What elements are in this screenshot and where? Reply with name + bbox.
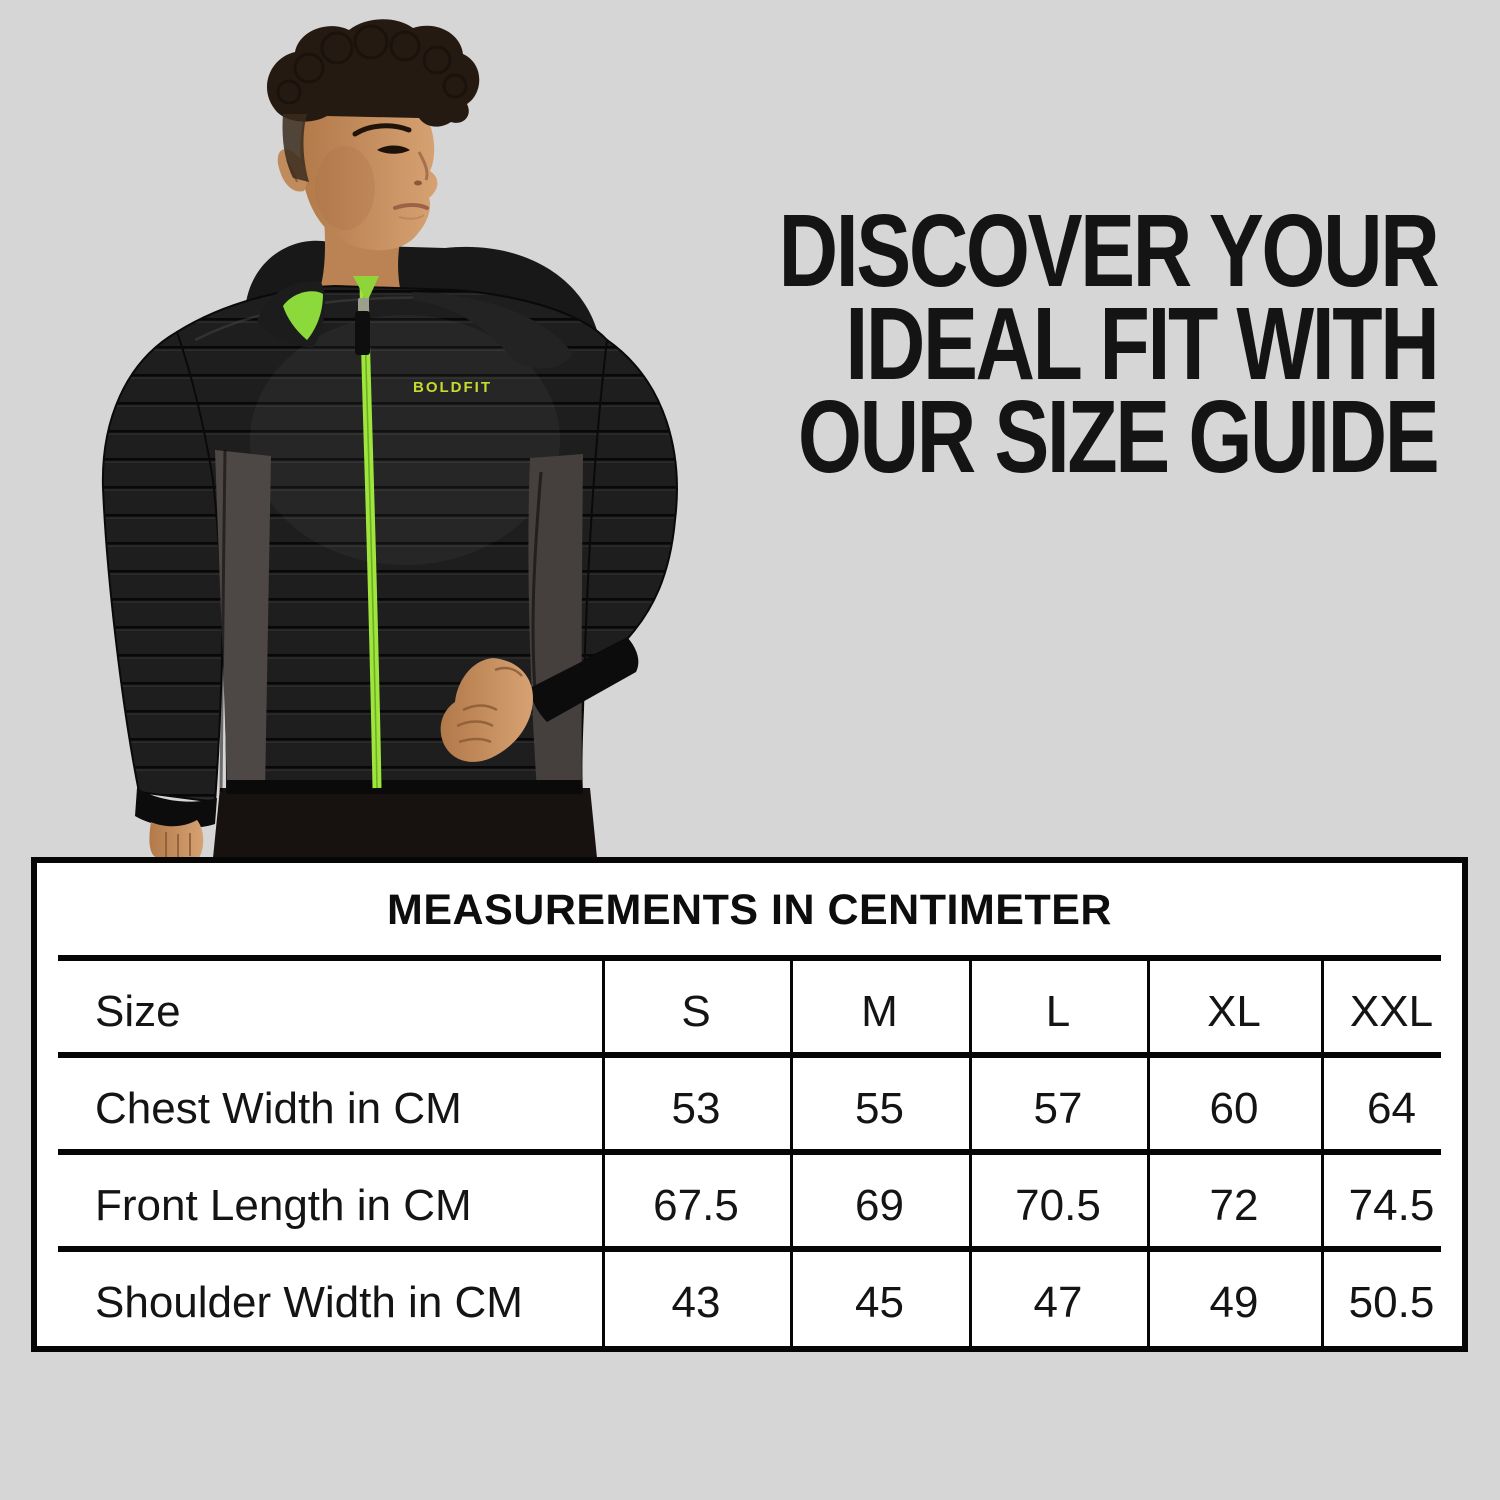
table-rule-vertical <box>1147 958 1150 1346</box>
table-title: MEASUREMENTS IN CENTIMETER <box>387 886 1112 934</box>
measure-value-cell: 50.5 <box>1348 1277 1435 1327</box>
table-rule-vertical <box>602 958 605 1346</box>
measure-value-cell: 53 <box>671 1083 721 1133</box>
size-table-inner <box>37 863 1462 1346</box>
measure-value-cell: 43 <box>671 1277 721 1327</box>
size-guide-heading <box>778 193 1437 495</box>
table-row-chest-width <box>37 1055 1462 1152</box>
table-rule-horizontal <box>58 955 1441 961</box>
table-rule-vertical <box>1321 958 1324 1346</box>
size-table <box>31 857 1468 1352</box>
table-rule-horizontal <box>58 1052 1441 1058</box>
heading-line: IDEAL FIT WITH <box>845 286 1437 402</box>
zipper-slider <box>358 298 369 313</box>
size-value-cell: XXL <box>1349 986 1434 1036</box>
measure-value-cell: 57 <box>1033 1083 1083 1133</box>
size-value-cell: M <box>861 986 898 1036</box>
nostril <box>414 181 422 186</box>
jacket-brand-logo: BOLDFIT <box>413 379 492 396</box>
hem-trim <box>227 780 582 794</box>
row-label-cell: Front Length in CM <box>95 1180 472 1230</box>
heading-line: OUR SIZE GUIDE <box>797 379 1437 495</box>
size-value-cell: L <box>1045 986 1071 1036</box>
hair <box>267 19 479 126</box>
size-value-cell: S <box>681 986 711 1036</box>
zipper-pull-tag <box>355 311 370 355</box>
table-rule-vertical <box>969 958 972 1346</box>
measure-value-cell: 60 <box>1209 1083 1259 1133</box>
table-row-size <box>37 958 1462 1055</box>
measure-value-cell: 70.5 <box>1015 1180 1101 1230</box>
row-label-cell: Chest Width in CM <box>95 1083 462 1133</box>
model-photo <box>25 10 745 858</box>
table-rule-horizontal <box>58 1246 1441 1252</box>
table-rule-horizontal <box>58 1149 1441 1155</box>
table-rule-vertical <box>790 958 793 1346</box>
size-value-cell: XL <box>1207 986 1261 1036</box>
table-row-front-length <box>37 1152 1462 1249</box>
measure-value-cell: 47 <box>1033 1277 1083 1327</box>
measure-value-cell: 45 <box>855 1277 904 1327</box>
measure-value-cell: 64 <box>1367 1083 1416 1133</box>
measure-value-cell: 55 <box>855 1083 904 1133</box>
row-label-cell: Shoulder Width in CM <box>95 1277 523 1327</box>
pants <box>213 788 597 858</box>
row-label-cell: Size <box>95 986 181 1036</box>
table-row-shoulder-width <box>37 1249 1462 1346</box>
measure-value-cell: 49 <box>1209 1277 1259 1327</box>
measure-value-cell: 67.5 <box>653 1180 739 1230</box>
measure-value-cell: 69 <box>855 1180 904 1230</box>
heading-line: DISCOVER YOUR <box>778 193 1437 308</box>
side-panel-right <box>528 454 583 792</box>
measure-value-cell: 72 <box>1209 1180 1259 1230</box>
measure-value-cell: 74.5 <box>1348 1180 1435 1230</box>
cheek-shading <box>315 146 375 230</box>
